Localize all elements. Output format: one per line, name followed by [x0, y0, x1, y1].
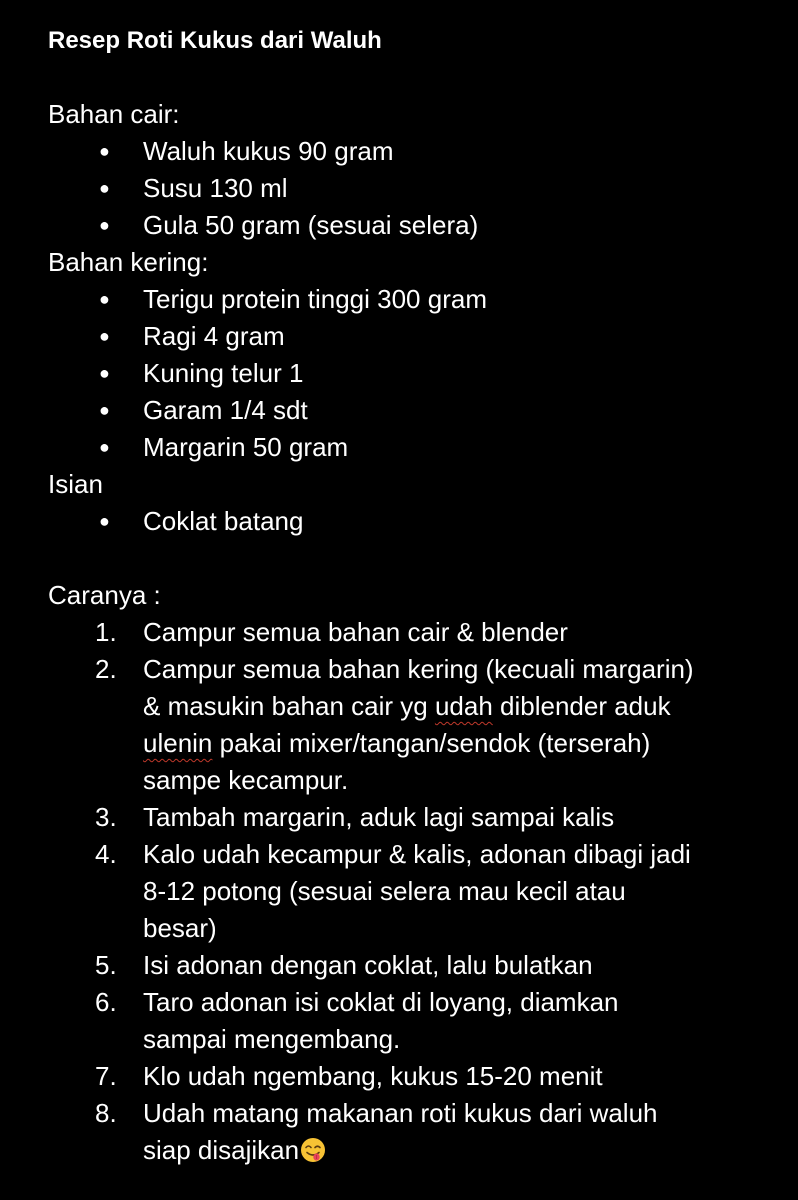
step-item	[48, 984, 768, 1058]
bullet-icon: ●	[99, 289, 110, 309]
step-text-line: Kalo udah kecampur & kalis, adonan dibagi jadi	[143, 839, 691, 869]
step-item	[48, 947, 768, 984]
list-item	[48, 429, 768, 466]
step-number: 5.	[95, 950, 117, 980]
step-text: Campur semua bahan cair & blender	[143, 617, 568, 647]
dry-ingredients-heading: Bahan kering:	[48, 247, 209, 277]
step-text: Tambah margarin, aduk lagi sampai kalis	[143, 802, 615, 832]
filling-list	[48, 503, 768, 540]
step-number: 1.	[95, 617, 117, 647]
blank-line	[48, 540, 768, 577]
spellcheck-word: ulenin	[143, 728, 213, 758]
bullet-icon: ●	[99, 400, 110, 420]
step-text-line: & masukin bahan cair yg	[143, 691, 435, 721]
dry-ingredients-list	[48, 281, 768, 466]
step-text: Isi adonan dengan coklat, lalu bulatkan	[143, 950, 593, 980]
liquid-ingredients-heading: Bahan cair:	[48, 99, 180, 129]
step-number: 4.	[95, 839, 117, 869]
list-item-text: Terigu protein tinggi 300 gram	[143, 284, 487, 314]
recipe-title: Resep Roti Kukus dari Waluh	[48, 27, 382, 54]
spellcheck-word: udah	[434, 691, 493, 721]
list-item-text: Susu 130 ml	[143, 173, 288, 203]
step-item	[48, 1095, 768, 1169]
step-text-line: besar)	[143, 913, 217, 943]
step-text-line: Taro adonan isi coklat di loyang, diamkan	[143, 987, 619, 1017]
list-item	[48, 355, 768, 392]
step-number: 7.	[95, 1061, 117, 1091]
list-item-text: Waluh kukus 90 gram	[143, 136, 394, 166]
bullet-icon: ●	[99, 178, 110, 198]
bullet-icon: ●	[99, 141, 110, 161]
step-text-line: diblender aduk	[492, 691, 671, 721]
step-item	[48, 836, 768, 947]
savoring-food-face-icon	[300, 1137, 326, 1163]
list-item	[48, 133, 768, 170]
step-text-line: siap disajikan	[143, 1135, 300, 1165]
list-item-text: Margarin 50 gram	[143, 432, 349, 462]
step-number: 2.	[95, 654, 117, 684]
step-text-line: Campur semua bahan kering (kecuali margarin)	[143, 654, 694, 684]
step-text-line: sampai mengembang.	[143, 1024, 401, 1054]
step-text-line: Udah matang makanan roti kukus dari waluh	[143, 1098, 658, 1128]
list-item	[48, 170, 768, 207]
step-item	[48, 651, 768, 799]
liquid-ingredients-list	[48, 133, 768, 244]
document	[48, 22, 768, 1169]
step-text-line: sampe kecampur.	[143, 765, 349, 795]
step-item	[48, 1058, 768, 1095]
bullet-icon: ●	[99, 363, 110, 383]
step-text: Klo udah ngembang, kukus 15-20 menit	[143, 1061, 603, 1091]
list-item-text: Coklat batang	[143, 506, 304, 536]
list-item-text: Gula 50 gram (sesuai selera)	[143, 210, 479, 240]
step-text-line: 8-12 potong (sesuai selera mau kecil atau	[143, 876, 626, 906]
step-number: 6.	[95, 987, 117, 1017]
list-item	[48, 281, 768, 318]
step-item	[48, 799, 768, 836]
bullet-icon: ●	[99, 326, 110, 346]
list-item	[48, 318, 768, 355]
filling-heading: Isian	[48, 469, 103, 499]
list-item-text: Kuning telur 1	[143, 358, 304, 388]
bullet-icon: ●	[99, 511, 110, 531]
list-item	[48, 207, 768, 244]
step-item	[48, 614, 768, 651]
list-item-text: Garam 1/4 sdt	[143, 395, 308, 425]
list-item	[48, 392, 768, 429]
step-text-line: pakai mixer/tangan/sendok (terserah)	[212, 728, 651, 758]
bullet-icon: ●	[99, 437, 110, 457]
steps-list	[48, 614, 768, 1169]
blank-line	[48, 59, 768, 96]
list-item	[48, 503, 768, 540]
steps-heading: Caranya :	[48, 580, 161, 610]
step-number: 8.	[95, 1098, 117, 1128]
bullet-icon: ●	[99, 215, 110, 235]
step-number: 3.	[95, 802, 117, 832]
list-item-text: Ragi 4 gram	[143, 321, 285, 351]
